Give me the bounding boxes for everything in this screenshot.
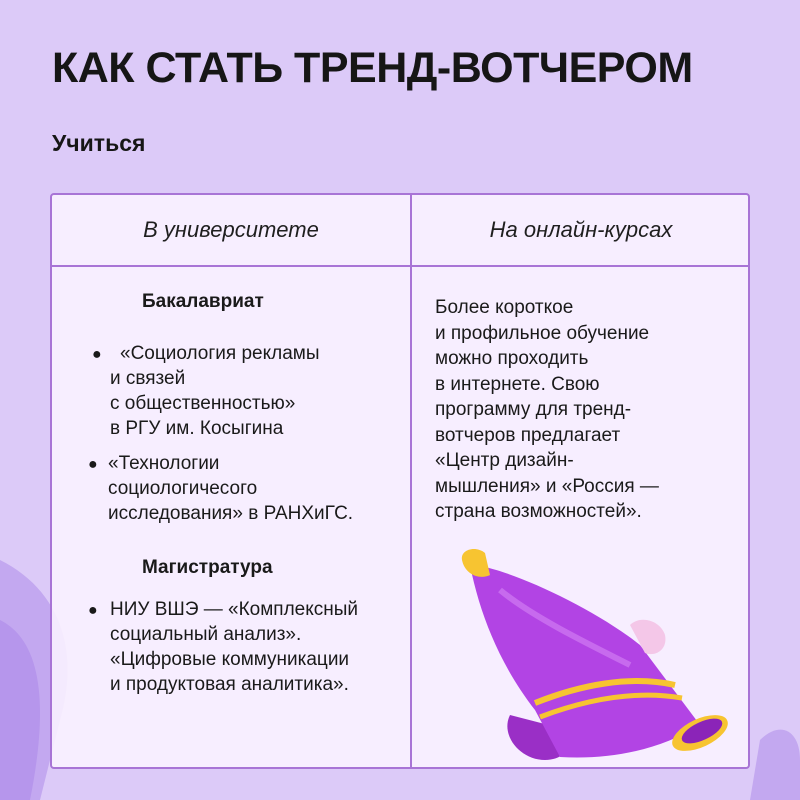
master-heading: Магистратура <box>142 557 273 578</box>
bullet-icon: ● <box>88 602 98 619</box>
list-item: «Социология рекламы и связей с общественностью» в РГУ им. Косыгина <box>110 343 320 439</box>
column-divider <box>410 195 412 767</box>
page-subtitle: Учиться <box>52 130 146 156</box>
header-divider <box>52 265 748 267</box>
column-header-university: В университете <box>143 217 319 242</box>
page-title: КАК СТАТЬ ТРЕНД-ВОТЧЕРОМ <box>52 44 693 92</box>
online-description: Более короткое и профильное обучение можно проходить в интернете. Свою программу для тренд- вотчеров предлагает «Центр дизайн- мышления» и «Россия — страна возможностей». <box>435 297 659 522</box>
bachelor-heading: Бакалавриат <box>142 291 264 312</box>
bullet-icon: ● <box>92 346 102 363</box>
bullet-icon: ● <box>88 456 98 473</box>
list-item: НИУ ВШЭ — «Комплексный социальный анализ». «Цифровые коммуникации и продуктовая аналитика». <box>110 599 359 695</box>
column-header-online: На онлайн-курсах <box>489 217 673 242</box>
list-item: «Технологии социологичесого исследования» в РАНХиГС. <box>108 453 354 524</box>
megaphone-icon <box>440 535 750 775</box>
